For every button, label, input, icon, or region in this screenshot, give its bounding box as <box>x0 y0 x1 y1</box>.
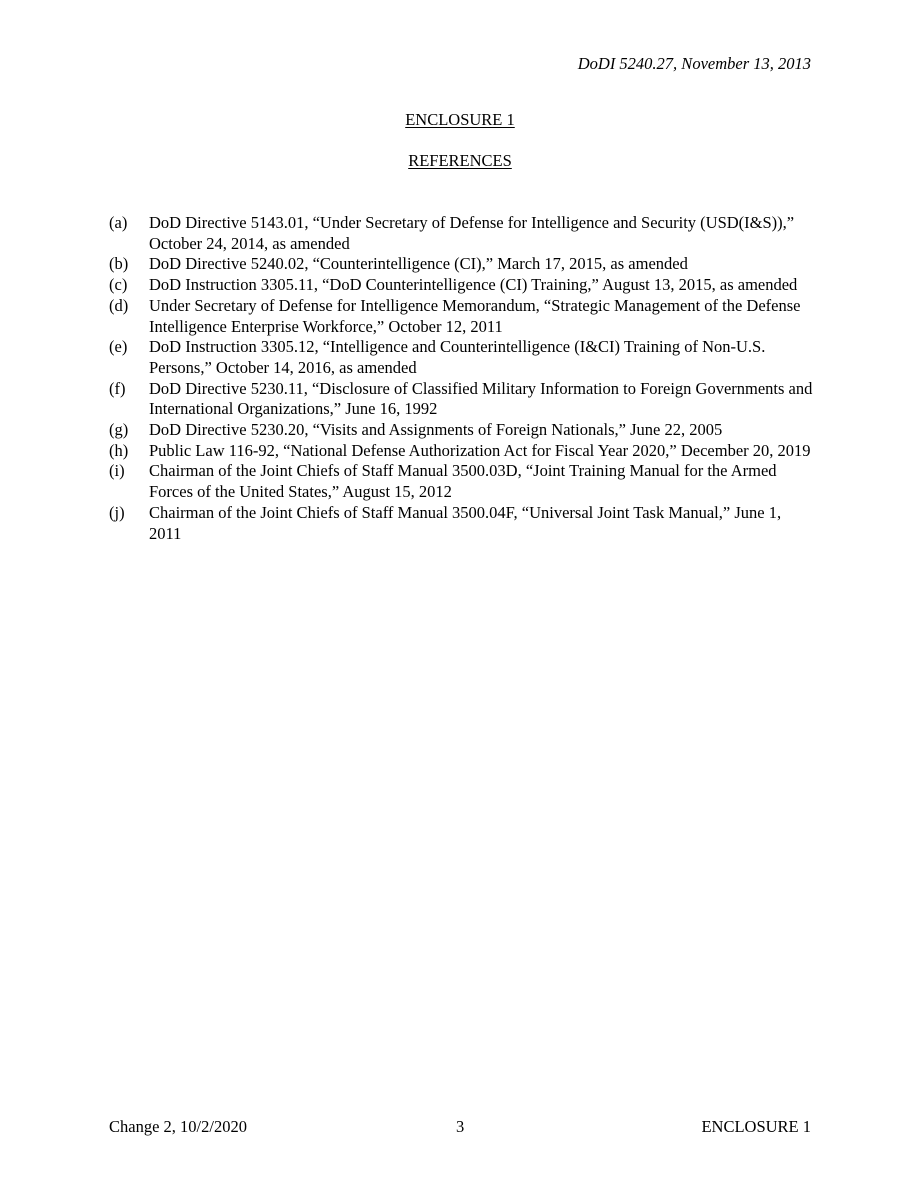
reference-text: DoD Instruction 3305.12, “Intelligence and Counterintelligence (I&CI) Training of Non-U.S. Persons,” October 14, 2016, as amended <box>149 337 766 377</box>
reference-text: Chairman of the Joint Chiefs of Staff Manual 3500.04F, “Universal Joint Task Manual,” June 1, 2011 <box>149 502 782 543</box>
reference-text: Chairman of the Joint Chiefs of Staff Manual 3500.03D, “Joint Training Manual for the Armed Forces of the United States,” August 15, 2012 <box>149 461 777 502</box>
footer-section: ENCLOSURE 1 <box>701 1117 811 1136</box>
reference-item-b <box>109 254 814 275</box>
reference-item-f <box>109 379 814 420</box>
reference-item-c <box>109 275 814 296</box>
reference-item-e <box>109 337 814 378</box>
enclosure-heading <box>0 110 920 130</box>
reference-letter: (d) <box>109 295 129 315</box>
reference-letter: (b) <box>109 254 129 274</box>
reference-letter: (e) <box>109 337 128 357</box>
reference-letter: (c) <box>109 275 128 295</box>
reference-text: DoD Directive 5230.11, “Disclosure of Classified Military Information to Foreign Governments and International Organizations,” June 16, 1992 <box>149 378 813 419</box>
references-heading <box>0 151 920 171</box>
footer-page-number: 3 <box>456 1117 465 1136</box>
reference-item-h <box>109 441 814 462</box>
reference-item-i <box>109 461 814 502</box>
reference-text: Under Secretary of Defense for Intelligence Memorandum, “Strategic Management of the Defense Intelligence Enterprise Workforce,” October 12, 2011 <box>149 295 801 336</box>
reference-text: DoD Instruction 3305.11, “DoD Counterintelligence (CI) Training,” August 13, 2015, as amended <box>149 275 798 295</box>
reference-letter: (g) <box>109 420 129 440</box>
reference-letter: (a) <box>109 213 128 232</box>
footer-change-note: Change 2, 10/2/2020 <box>109 1117 247 1136</box>
reference-item-d <box>109 296 814 337</box>
reference-text: Public Law 116-92, “National Defense Authorization Act for Fiscal Year 2020,” December 20, 2019 <box>149 440 811 460</box>
reference-text: DoD Directive 5230.20, “Visits and Assignments of Foreign Nationals,” June 22, 2005 <box>149 420 723 440</box>
reference-item-g <box>109 420 814 441</box>
enclosure-heading-text: ENCLOSURE 1 <box>405 110 515 129</box>
reference-letter: (i) <box>109 461 125 481</box>
reference-letter: (j) <box>109 502 125 522</box>
reference-letter: (f) <box>109 378 126 398</box>
reference-letter: (h) <box>109 440 129 460</box>
reference-text: DoD Directive 5240.02, “Counterintelligence (CI),” March 17, 2015, as amended <box>149 254 688 274</box>
reference-item-a <box>109 213 814 254</box>
reference-text: DoD Directive 5143.01, “Under Secretary of Defense for Intelligence and Security (USD(I&S)),” October 24, 2014, as amended <box>149 213 795 253</box>
document-header: DoDI 5240.27, November 13, 2013 <box>577 54 811 73</box>
references-list <box>109 213 814 544</box>
page-footer <box>109 1117 811 1139</box>
reference-item-j <box>109 503 814 544</box>
references-heading-text: REFERENCES <box>408 151 512 170</box>
